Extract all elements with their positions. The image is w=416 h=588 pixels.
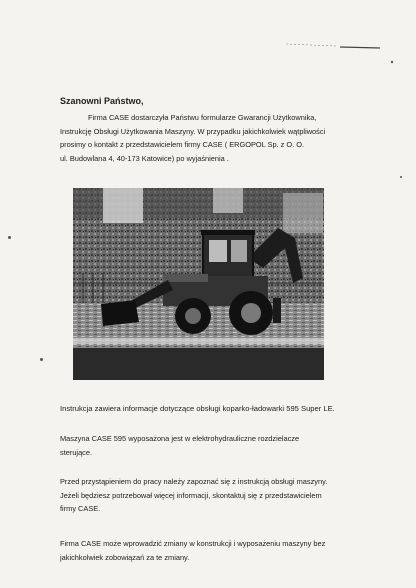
paragraph-line: Jeżeli będziesz potrzebował więcej informacji, skontaktuj się z przedstawicielem xyxy=(60,490,322,500)
paragraph-changes xyxy=(60,537,365,564)
intro-line: ul. Budowlana 4, 40-173 Katowice) po wyjaśnienia . xyxy=(60,153,229,163)
scan-speck xyxy=(8,236,11,239)
scan-speck xyxy=(400,176,402,178)
scan-speck xyxy=(40,358,43,361)
paragraph-line: sterujące. xyxy=(60,447,93,457)
paragraph-instructions xyxy=(60,475,365,516)
scan-artifacts xyxy=(0,0,416,80)
photo-caption: Instrukcja zawiera informacje dotyczące obsługi koparko-ładowarki 595 Super LE. xyxy=(60,404,335,413)
paragraph-line: jakichkolwiek zobowiązań za te zmiany. xyxy=(60,552,190,562)
intro-line: Firma CASE dostarczyła Państwu formularze Gwarancji Użytkownika, xyxy=(88,113,317,122)
backhoe-loader-photo xyxy=(73,188,324,380)
greeting: Szanowni Państwo, xyxy=(60,96,144,106)
intro-line: prosimy o kontakt z przedstawicielem firmy CASE ( ERGOPOL Sp. z O. O. xyxy=(60,140,305,150)
paragraph-equipment xyxy=(60,432,365,459)
paragraph-line: Maszyna CASE 595 wyposażona jest w elektrohydrauliczne rozdzielacze xyxy=(60,434,300,443)
intro-line: Instrukcję Obsługi Użytkowania Maszyny. W przypadku jakichkolwiek wątpliwości xyxy=(60,126,326,136)
paragraph-line: Firma CASE może wprowadzić zmiany w konstrukcji i wyposażeniu maszyny bez xyxy=(60,539,326,548)
paragraph-line: firmy CASE. xyxy=(60,504,101,513)
intro-paragraph xyxy=(60,111,382,165)
paragraph-line: Przed przystąpieniem do pracy należy zapoznać się z instrukcją obsługi maszyny. xyxy=(60,477,328,486)
